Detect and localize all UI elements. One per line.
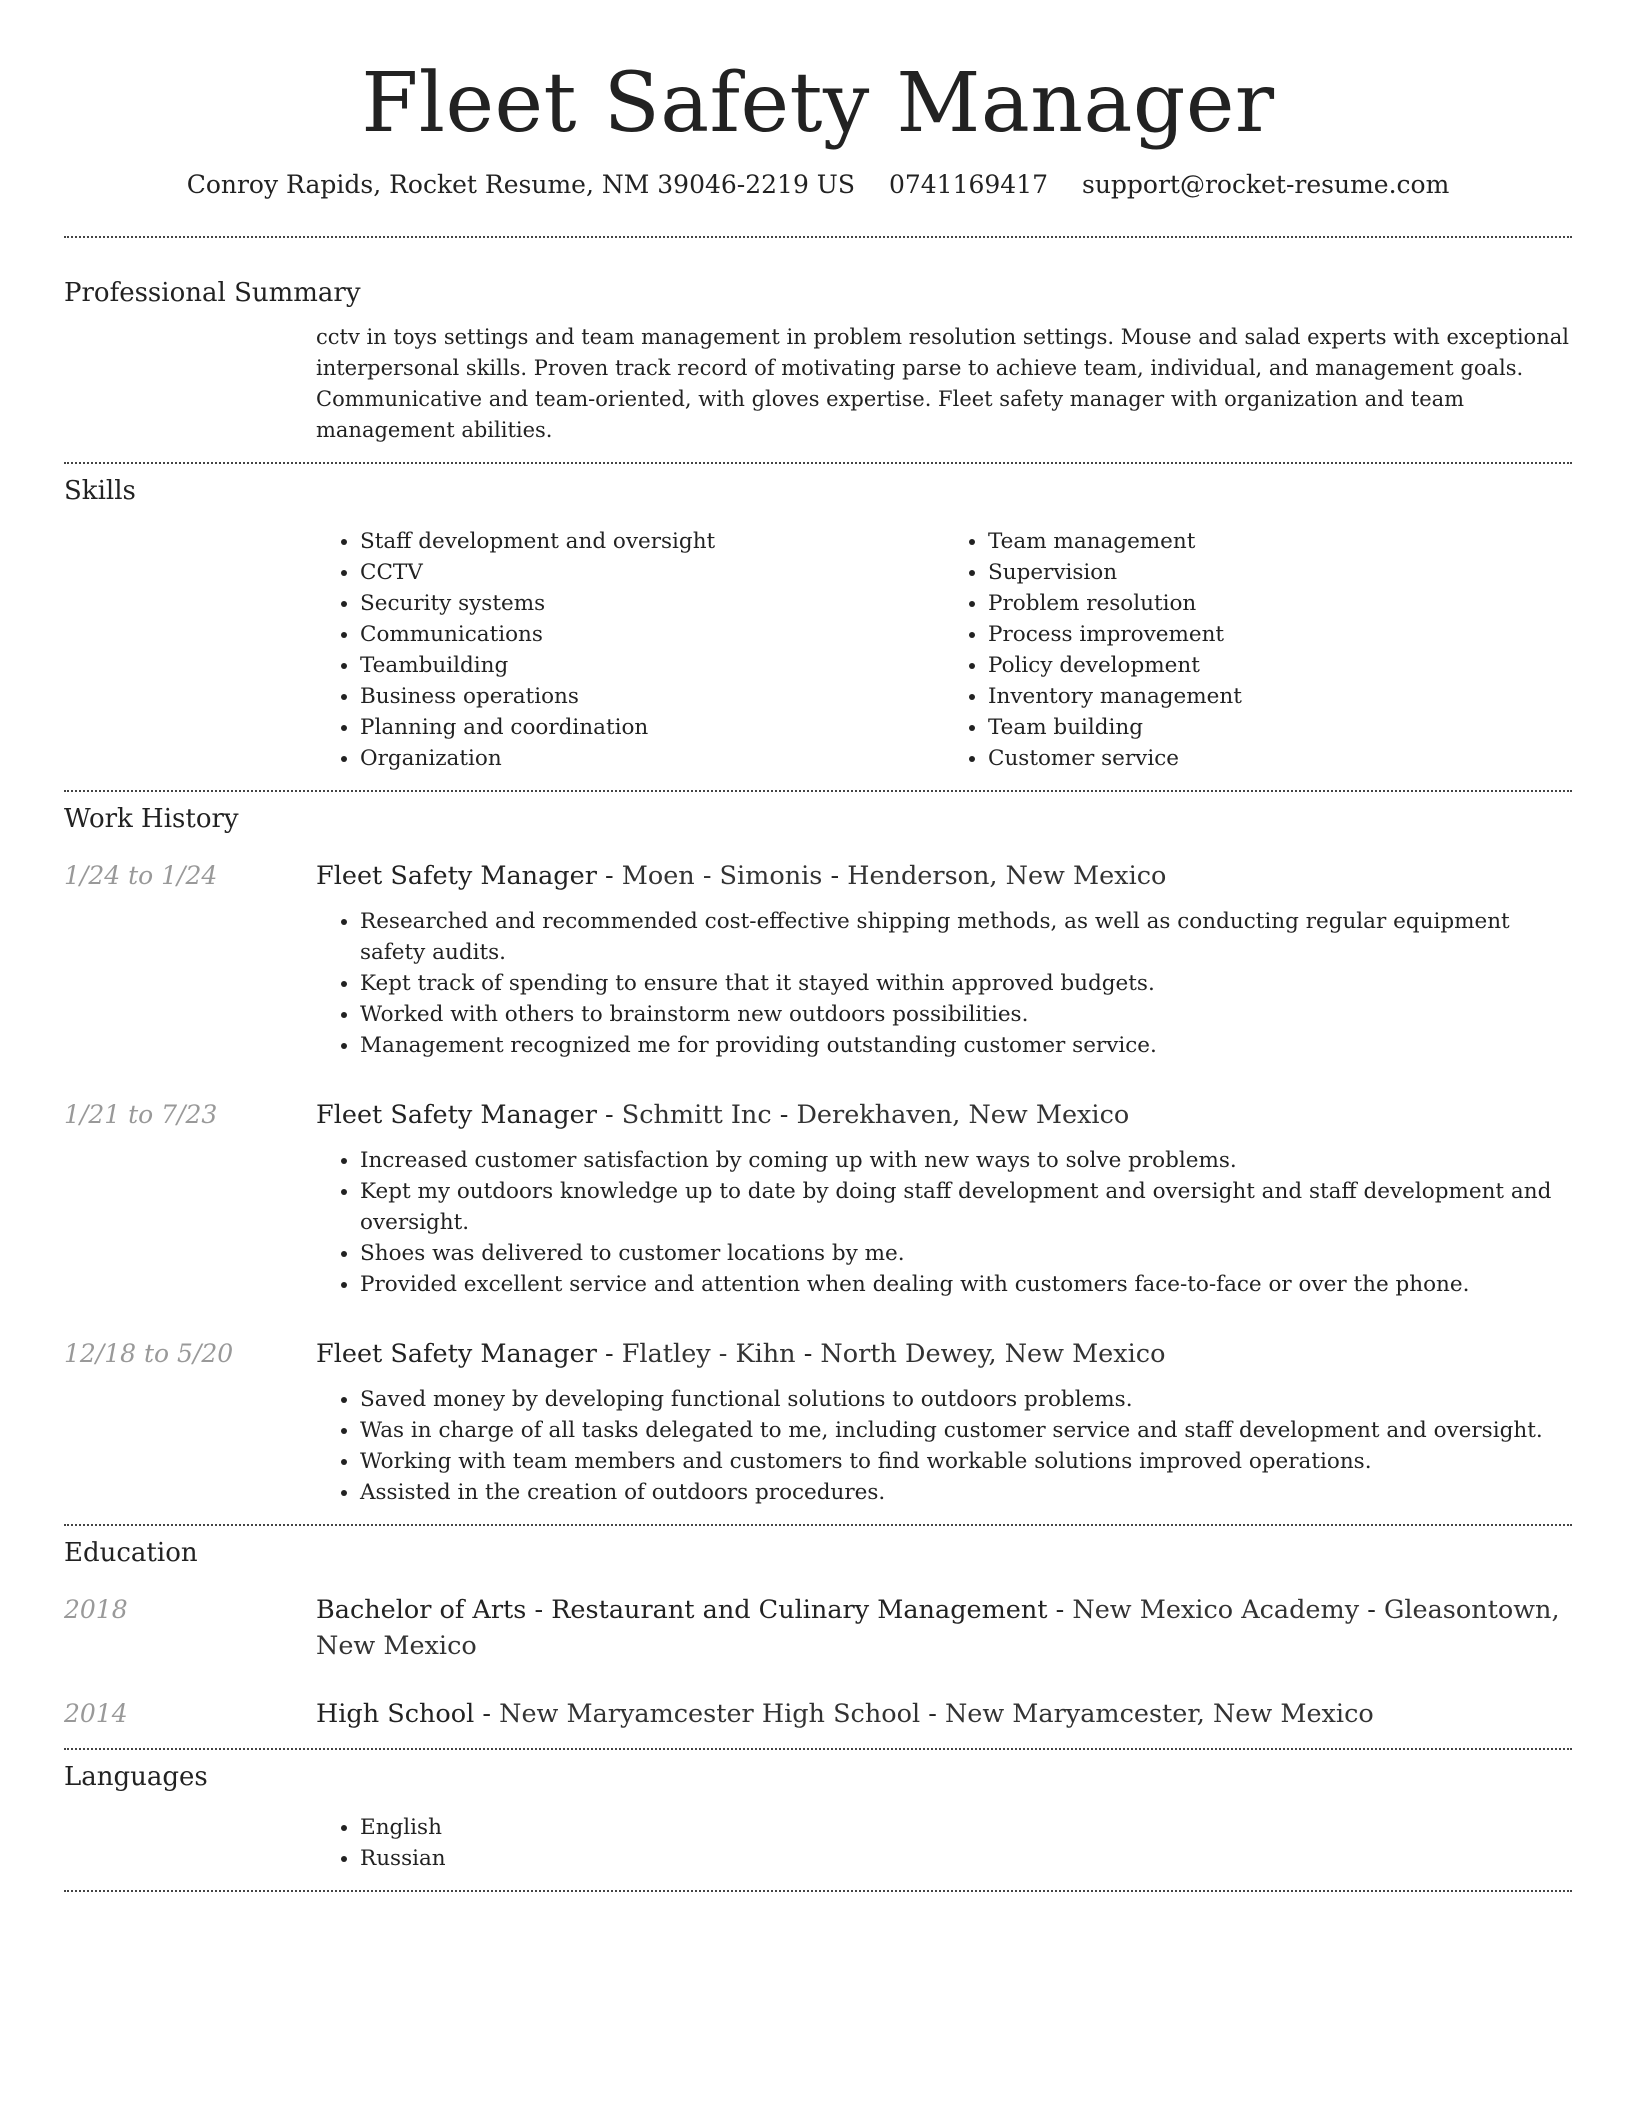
skill-item: • Communications <box>360 619 944 650</box>
education-location: New Maryamcester, New Mexico <box>944 1699 1374 1729</box>
education-degree: High School <box>316 1699 475 1729</box>
work-history-section <box>64 802 1572 1508</box>
job-bullet: • Was in charge of all tasks delegated to me, including customer service and staff development and oversight. <box>360 1415 1572 1446</box>
skill-item: • Inventory management <box>988 681 1572 712</box>
skills-grid <box>316 526 1572 774</box>
education-year: 2018 <box>64 1595 128 1624</box>
skill-item: • Customer service <box>988 743 1572 774</box>
education-school: New Mexico Academy <box>1072 1595 1360 1625</box>
job-bullet: • Kept my outdoors knowledge up to date by doing staff development and oversight and staff development and oversight. <box>360 1176 1572 1238</box>
skill-item: • Supervision <box>988 557 1572 588</box>
job-entry <box>64 858 1572 1061</box>
skill-item: • Process improvement <box>988 619 1572 650</box>
education-school: New Maryamcester High School <box>499 1699 921 1729</box>
job-company: Moen - Simonis <box>621 861 823 891</box>
job-header: Fleet Safety Manager - Schmitt Inc - Derekhaven, New Mexico <box>316 1100 1130 1130</box>
job-bullet: • Working with team members and customers to find workable solutions improved operations. <box>360 1446 1572 1477</box>
language-item: • English <box>360 1812 1572 1843</box>
job-bullet: • Saved money by developing functional solutions to outdoors problems. <box>360 1384 1572 1415</box>
skill-item: • Teambuilding <box>360 650 944 681</box>
skill-item: • Team building <box>988 712 1572 743</box>
job-dates: 1/24 to 1/24 <box>64 861 218 890</box>
job-title: Fleet Safety Manager <box>316 1339 597 1369</box>
skill-item: • CCTV <box>360 557 944 588</box>
summary-text: cctv in toys settings and team management in problem resolution settings. Mouse and salad experts with exceptional interpersonal skills. Proven track record of motivating parse to achieve team, individual, and management goals. Communicative and team-oriented, with gloves expertise. Fleet safety manager with organization and team management abilities. <box>316 325 1569 442</box>
job-bullet: • Management recognized me for providing outstanding customer service. <box>360 1030 1572 1061</box>
skill-item: • Business operations <box>360 681 944 712</box>
skills-section <box>64 474 1572 774</box>
skill-item: • Staff development and oversight <box>360 526 944 557</box>
job-title: Fleet Safety Manager <box>316 1100 597 1130</box>
skills-list-right <box>944 526 1572 774</box>
languages-list <box>316 1812 1572 1874</box>
section-divider <box>64 1524 1572 1526</box>
skill-item: • Planning and coordination <box>360 712 944 743</box>
education-entry <box>64 1696 1572 1732</box>
job-title: Fleet Safety Manager <box>316 861 597 891</box>
education-section <box>64 1536 1572 1732</box>
skill-item: • Team management <box>988 526 1572 557</box>
section-divider <box>64 462 1572 464</box>
education-entry <box>64 1592 1572 1664</box>
languages-section <box>64 1760 1572 1874</box>
summary-section <box>64 276 1572 446</box>
contact-address: Conroy Rapids, Rocket Resume, NM 39046-2219 US <box>186 170 856 199</box>
education-degree: Bachelor of Arts - Restaurant and Culinary Management <box>316 1595 1048 1625</box>
job-bullet: • Researched and recommended cost-effective shipping methods, as well as conducting regular equipment safety audits. <box>360 906 1572 968</box>
resume-page <box>64 0 1572 1892</box>
job-bullet: • Kept track of spending to ensure that it stayed within approved budgets. <box>360 968 1572 999</box>
contact-line <box>64 168 1572 202</box>
job-location: Derekhaven, New Mexico <box>796 1100 1130 1130</box>
contact-email: support@rocket-resume.com <box>1081 170 1450 199</box>
skill-item: • Problem resolution <box>988 588 1572 619</box>
skill-item: • Security systems <box>360 588 944 619</box>
job-dates: 1/21 to 7/23 <box>64 1100 218 1129</box>
job-bullets <box>316 1384 1572 1508</box>
job-dates: 12/18 to 5/20 <box>64 1339 234 1368</box>
resume-title: Fleet Safety Manager <box>361 56 1275 151</box>
job-company: Flatley - Kihn <box>621 1339 796 1369</box>
job-header: Fleet Safety Manager - Flatley - Kihn - North Dewey, New Mexico <box>316 1339 1166 1369</box>
section-divider <box>64 1748 1572 1750</box>
education-details: High School - New Maryamcester High School - New Maryamcester, New Mexico <box>316 1699 1374 1729</box>
job-entry <box>64 1097 1572 1300</box>
job-location: Henderson, New Mexico <box>847 861 1167 891</box>
language-item: • Russian <box>360 1843 1572 1874</box>
languages-heading: Languages <box>64 1762 208 1792</box>
summary-heading: Professional Summary <box>64 278 361 308</box>
skills-heading: Skills <box>64 476 136 506</box>
section-divider <box>64 236 1572 238</box>
job-bullets <box>316 1145 1572 1300</box>
job-bullet: • Increased customer satisfaction by coming up with new ways to solve problems. <box>360 1145 1572 1176</box>
skill-item: • Organization <box>360 743 944 774</box>
section-divider <box>64 790 1572 792</box>
education-details: Bachelor of Arts - Restaurant and Culinary Management - New Mexico Academy - Gleasontown, New Mexico <box>316 1595 1560 1661</box>
job-location: North Dewey, New Mexico <box>820 1339 1166 1369</box>
job-bullet: • Shoes was delivered to customer locations by me. <box>360 1238 1572 1269</box>
skill-item: • Policy development <box>988 650 1572 681</box>
job-bullet: • Provided excellent service and attention when dealing with customers face-to-face or over the phone. <box>360 1269 1572 1300</box>
skills-list-left <box>316 526 944 774</box>
education-heading: Education <box>64 1538 198 1568</box>
education-location: Gleasontown, New Mexico <box>316 1595 1560 1661</box>
job-bullet: • Assisted in the creation of outdoors procedures. <box>360 1477 1572 1508</box>
section-divider <box>64 1890 1572 1892</box>
job-company: Schmitt Inc <box>621 1100 772 1130</box>
work-history-heading: Work History <box>64 804 239 834</box>
job-header: Fleet Safety Manager - Moen - Simonis - Henderson, New Mexico <box>316 861 1167 891</box>
contact-phone: 0741169417 <box>888 170 1049 199</box>
job-bullets <box>316 906 1572 1061</box>
job-entry <box>64 1336 1572 1508</box>
education-year: 2014 <box>64 1699 128 1728</box>
job-bullet: • Worked with others to brainstorm new outdoors possibilities. <box>360 999 1572 1030</box>
